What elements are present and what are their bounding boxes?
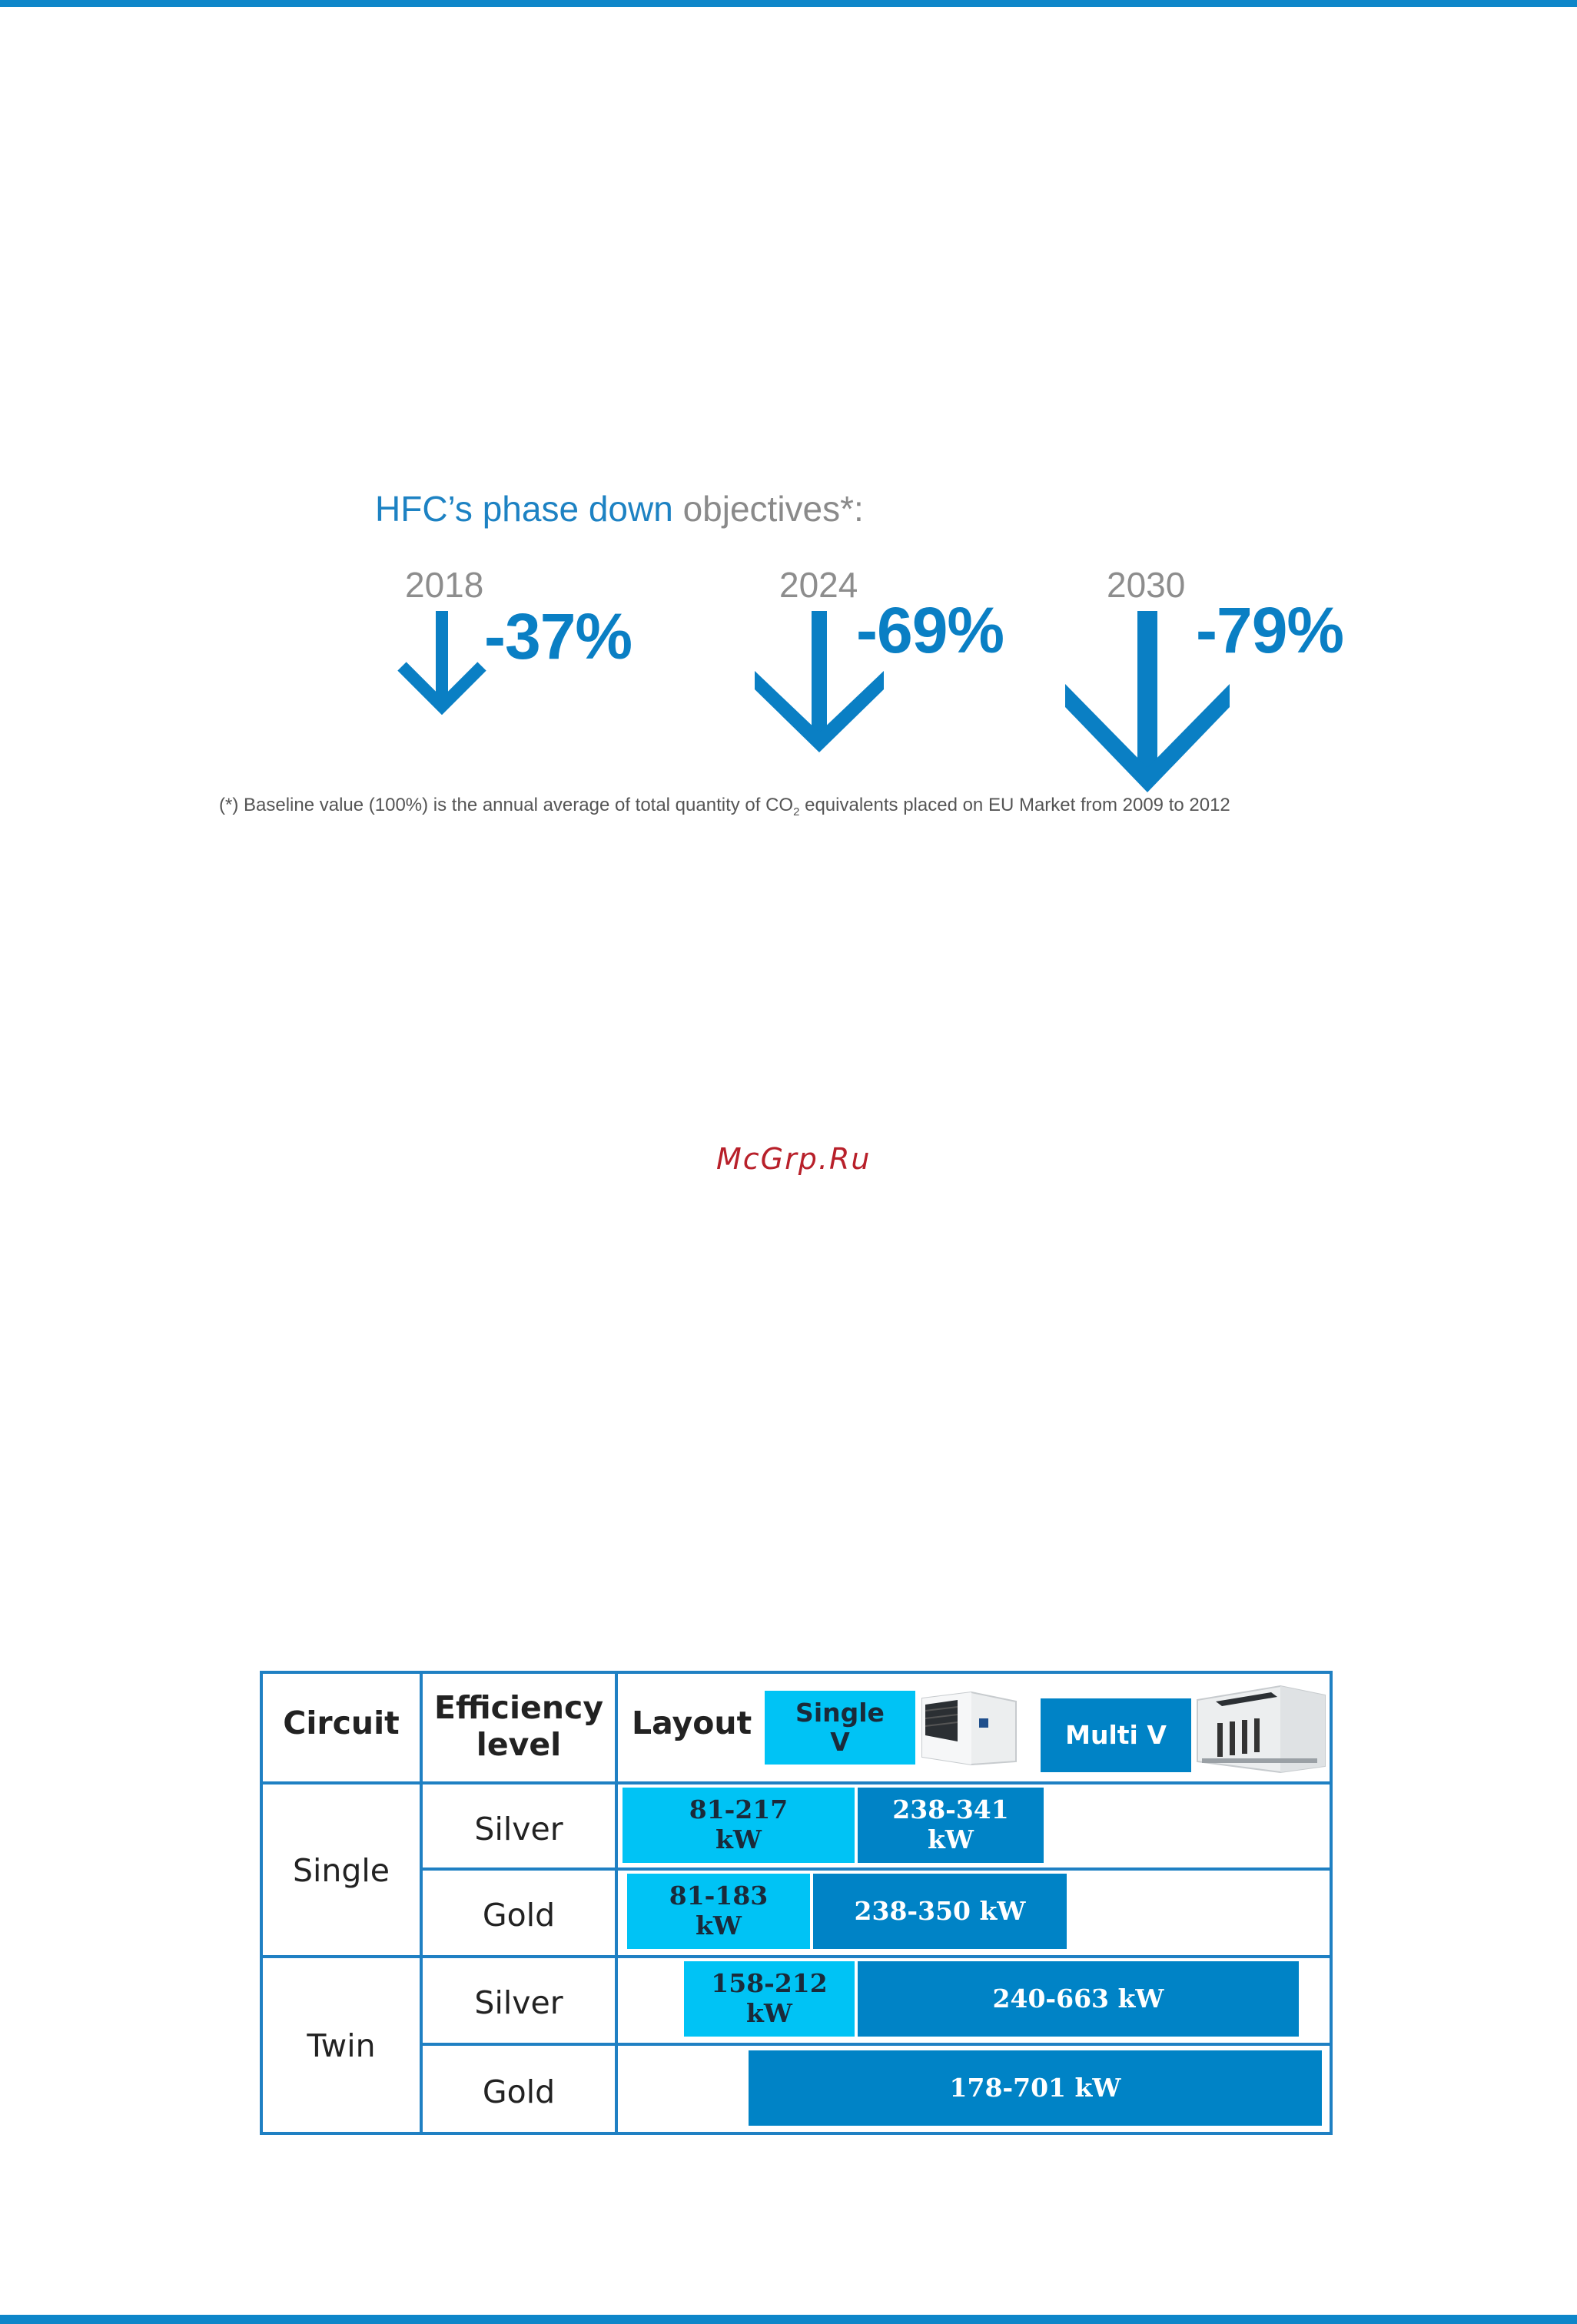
top-rule [0,0,1577,7]
range-single-silver-multi-v: 238-341 kW [858,1788,1044,1863]
range-single-gold-single-v: 81-183 kW [627,1874,810,1949]
phase-down-title [375,488,864,530]
year-2030: 2030 [1107,565,1186,605]
percent-2024: -69% [856,594,1004,666]
phase-down-title-grey: objectives*: [682,489,864,529]
single-v-unit-image [918,1688,1021,1768]
level-single-gold: Gold [482,1897,556,1934]
level-twin-gold: Gold [482,2073,556,2110]
range-twin-silver-multi-v: 240-663 kW [858,1961,1299,2037]
range-twin-silver-single-v: 158-212 kW [684,1961,855,2037]
watermark: McGrp.Ru [716,1142,872,1176]
header-efficiency-level: Efficiency level [433,1689,604,1763]
down-arrow-icon [396,611,488,715]
legend-single-v: Single V [765,1691,915,1765]
level-twin-silver: Silver [474,1984,563,2021]
legend-multi-v: Multi V [1041,1698,1191,1772]
circuit-twin: Twin [307,2027,376,2064]
year-2024: 2024 [779,565,858,605]
percent-2018: -37% [484,600,632,672]
header-layout: Layout [632,1705,752,1741]
circuit-single: Single [292,1852,390,1889]
range-twin-gold-multi-v: 178-701 kW [749,2050,1322,2126]
header-circuit: Circuit [283,1705,400,1741]
bottom-rule [0,2315,1577,2324]
phase-down-title-blue: HFC’s phase down [375,489,673,529]
year-2018: 2018 [405,565,484,605]
multi-v-unit-image [1194,1678,1326,1774]
range-single-silver-single-v: 81-217 kW [622,1788,855,1863]
footnote: (*) Baseline value (100%) is the annual average of total quantity of $CO_2$ equivalents placed on EU Market from 2009 to 2012 [219,795,1230,818]
percent-2030: -79% [1196,594,1344,666]
level-single-silver: Silver [474,1811,563,1848]
efficiency-table [260,1671,1333,2135]
range-single-gold-multi-v: 238-350 kW [813,1874,1067,1949]
